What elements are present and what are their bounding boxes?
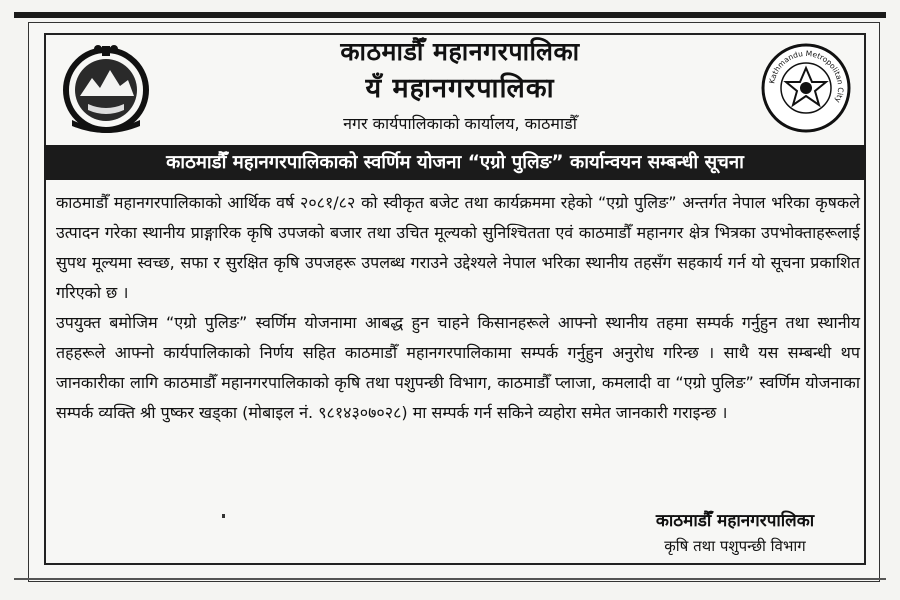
notice-heading: काठमाडौँ महानगरपालिकाको स्वर्णिम योजना “एग्रो पुलिङ” कार्यान्वयन सम्बन्धी सूचना [44, 145, 866, 180]
bottom-rule [14, 578, 886, 580]
top-rule [14, 12, 886, 18]
signature-dept: कृषि तथा पशुपन्छी विभाग [664, 537, 806, 555]
kmc-emblem-icon [760, 42, 852, 134]
stray-mark [222, 514, 225, 518]
signature-org: काठमाडौँ महानगरपालिका [655, 511, 815, 531]
office-name: नगर कार्यपालिकाको कार्यालय, काठमाडौँ [343, 114, 577, 133]
page-title: काठमाडौँ महानगरपालिका [340, 37, 580, 66]
paragraph-1: काठमाडौँ महानगरपालिकाको आर्थिक वर्ष २०८१/८२ को स्वीकृत बजेट तथा कार्यक्रममा रहेको “एग्रो पुलिङ” अन्तर्गत नेपाल भरिका कृषकले उत्पादन गरेका स्थानीय प्राङ्गारिक कृषि उपजको बजार तथा उचित मूल्यको सुनिश्चितता एवं काठमाडौँ महानगर क्षेत्र भित्रका उपभोक्ताहरूलाई सुपथ मूल्यमा स्वच्छ, सफा र सुरक्षित कृषि उपजहरू उपलब्ध गराउने उद्देश्यले नेपाल भरिका स्थानीय तहसँग सहकार्य गर्न यो सूचना प्रकाशित गरिएको छ । [56, 193, 860, 302]
kmc-seal-text: Kathmandu Metropolitan City [767, 48, 846, 105]
newari-title: यँ महानगरपालिका [365, 73, 555, 104]
notice-body [56, 188, 860, 428]
nepal-emblem-icon [58, 40, 154, 136]
paragraph-2: उपयुक्त बमोजिम “एग्रो पुलिङ” स्वर्णिम योजनामा आबद्ध हुन चाहने किसानहरूले आफ्नो स्थानीय तहमा सम्पर्क गर्नुहुन तथा स्थानीय तहहरूले आफ्नो कार्यपालिकाको निर्णय सहित काठमाडौँ महानगरपालिकामा सम्पर्क गर्नुहुन अनुरोध गरिन्छ । साथै यस सम्बन्धी थप जानकारीका लागि काठमाडौँ महानगरपालिकाको कृषि तथा पशुपन्छी विभाग, काठमाडौँ प्लाजा, कमलादी वा “एग्रो पुलिङ” स्वर्णिम योजनाका सम्पर्क व्यक्ति श्री पुष्कर खड्का (मोबाइल नं. ९८१४३०७०२८) मा सम्पर्क गर्न सकिने व्यहोरा समेत जानकारी गराइन्छ । [56, 313, 860, 422]
